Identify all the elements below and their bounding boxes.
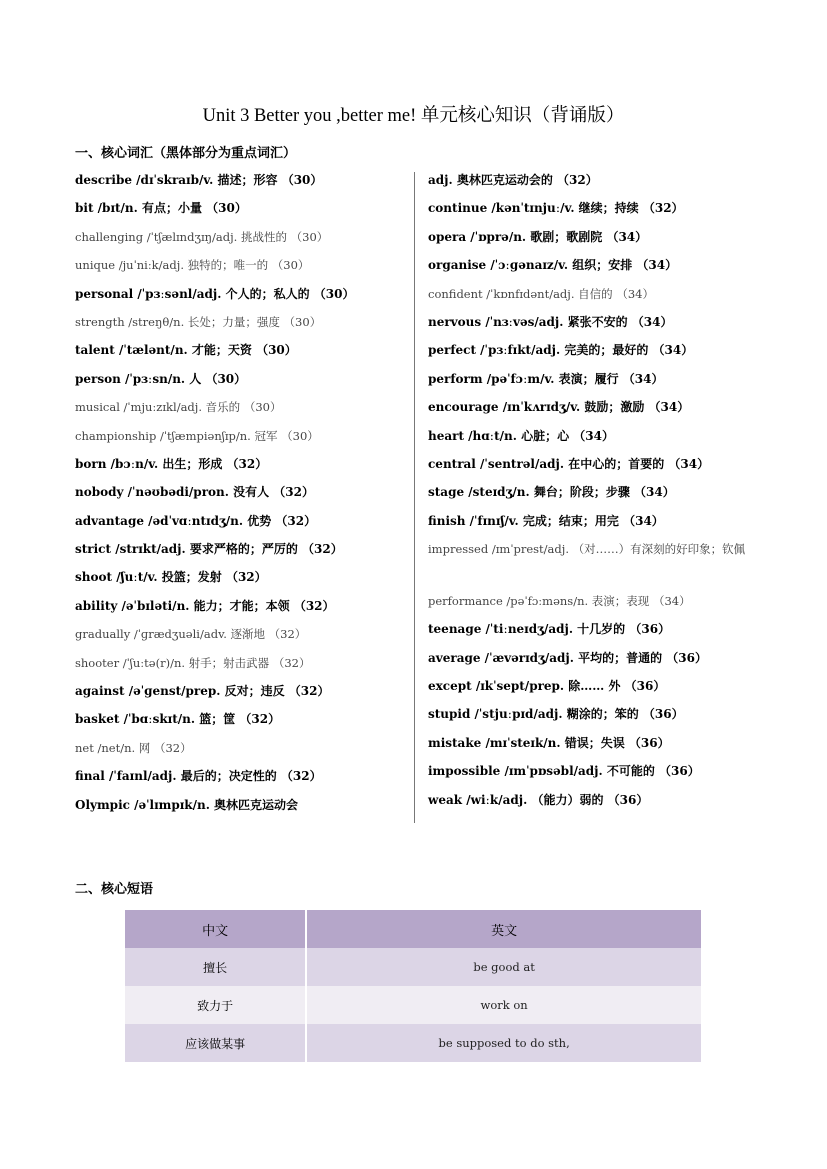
vocab-entry: encourage /ɪnˈkʌrɪdʒ/v. 鼓励；激励 （34） <box>428 400 690 415</box>
vocab-entry: perfect /ˈpɜːfɪkt/adj. 完美的；最好的 （34） <box>428 343 694 358</box>
vocab-entry: advantage /ədˈvɑːntɪdʒ/n. 优势 （32） <box>75 513 317 528</box>
vocab-entry: central /ˈsentrəl/adj. 在中心的；首要的 （34） <box>428 456 710 471</box>
table-row <box>125 948 702 986</box>
vocab-entry: stupid /ˈstjuːpɪd/adj. 糊涂的；笨的 （36） <box>428 707 684 722</box>
phrase-chinese: 致力于 <box>125 986 306 1024</box>
vocab-entry: perform /pəˈfɔːm/v. 表演；履行 （34） <box>428 371 664 386</box>
vocab-entry: describe /dɪˈskraɪb/v. 描述；形容 （30） <box>75 173 323 187</box>
phrase-english: be supposed to do sth, <box>306 1024 702 1062</box>
vocab-entry: born /bɔːn/v. 出生；形成 （32） <box>75 456 268 471</box>
vocab-entry: personal /ˈpɜːsənl/adj. 个人的；私人的 （30） <box>75 286 355 301</box>
page-title: Unit 3 Better you ,better me! 单元核心知识（背诵版） <box>202 106 625 126</box>
vocab-entry: championship /ˈtʃæmpiənʃɪp/n. 冠军 （30） <box>75 428 319 443</box>
vocabulary-column-left <box>75 171 410 824</box>
vocab-entry: person /ˈpɜːsn/n. 人 （30） <box>75 371 247 386</box>
phrase-chinese: 应该做某事 <box>125 1024 306 1062</box>
vocab-entry: basket /ˈbɑːskɪt/n. 篮；筐 （32） <box>75 712 281 727</box>
vocab-entry: except /ɪkˈsept/prep. 除…… 外 （36） <box>428 679 666 694</box>
vocab-entry: average /ˈævərɪdʒ/adj. 平均的；普通的 （36） <box>428 650 707 665</box>
section-heading-phrases: 二、核心短语 <box>75 882 154 897</box>
vocab-entry: net /net/n. 网 （32） <box>75 740 192 755</box>
vocab-entry: weak /wiːk/adj. （能力）弱的 （36） <box>428 792 649 807</box>
phrase-table-header <box>125 910 702 948</box>
vocab-entry: unique /juˈniːk/adj. 独特的；唯一的 （30） <box>75 258 310 273</box>
phrase-english: be good at <box>306 948 702 986</box>
vocab-entry: gradually /ˈɡrædʒuəli/adv. 逐渐地 （32） <box>75 627 307 642</box>
vocab-entry: heart /hɑːt/n. 心脏；心 （34） <box>428 428 614 443</box>
vocab-entry: teenage /ˈtiːneɪdʒ/adj. 十几岁的 （36） <box>428 622 671 637</box>
vocab-entry: strict /strɪkt/adj. 要求严格的；严厉的 （32） <box>75 542 343 557</box>
section-heading-vocabulary: 一、核心词汇（黑体部分为重点词汇） <box>75 146 297 161</box>
vocab-entry: stage /steɪdʒ/n. 舞台；阶段；步骤 （34） <box>428 485 675 500</box>
vocab-entry: adj. 奥林匹克运动会的 （32） <box>428 173 598 187</box>
table-row <box>125 1024 702 1062</box>
vocab-entry: shoot /ʃuːt/v. 投篮；发射 （32） <box>75 570 267 585</box>
vocab-entry: opera /ˈɒprə/n. 歌剧；歌剧院 （34） <box>428 229 648 244</box>
header-chinese: 中文 <box>125 910 306 948</box>
header-english: 英文 <box>306 910 702 948</box>
vocab-entry: strength /streŋθ/n. 长处；力量；强度 （30） <box>75 314 322 329</box>
vocab-entry: finish /ˈfɪnɪʃ/v. 完成；结束；用完 （34） <box>428 513 664 528</box>
vocab-entry: confident /ˈkɒnfɪdənt/adj. 自信的 （34） <box>428 286 654 301</box>
vocab-entry: Olympic /əˈlɪmpɪk/n. 奥林匹克运动会 <box>75 797 299 812</box>
vocab-entry: continue /kənˈtɪnjuː/v. 继续；持续 （32） <box>428 201 684 216</box>
vocab-entry: against /əˈɡenst/prep. 反对；违反 （32） <box>75 684 330 699</box>
vocab-entry: challenging /ˈtʃælɪndʒɪŋ/adj. 挑战性的 （30） <box>75 229 329 244</box>
vocab-entry: shooter /ˈʃuːtə(r)/n. 射手；射击武器 （32） <box>75 655 311 670</box>
phrase-chinese: 擅长 <box>125 948 306 986</box>
vocab-entry: musical /ˈmjuːzɪkl/adj. 音乐的 （30） <box>75 400 282 415</box>
phrase-table <box>125 910 703 1062</box>
vocab-entry: bit /bɪt/n. 有点；小量 （30） <box>75 201 247 216</box>
vocab-entry: impossible /ɪmˈpɒsəbl/adj. 不可能的 （36） <box>428 764 700 779</box>
vocab-entry: nervous /ˈnɜːvəs/adj. 紧张不安的 （34） <box>428 314 673 329</box>
vocab-entry: nobody /ˈnəʊbədi/pron. 没有人 （32） <box>75 485 314 500</box>
vocab-entry: organise /ˈɔːɡənaɪz/v. 组织；安排 （34） <box>428 258 678 273</box>
vocab-entry: talent /ˈtælənt/n. 才能；天资 （30） <box>75 343 297 358</box>
vocab-entry: final /ˈfaɪnl/adj. 最后的；决定性的 （32） <box>75 769 322 784</box>
table-row <box>125 986 702 1024</box>
vocabulary-column-right <box>428 171 768 819</box>
phrase-english: work on <box>306 986 702 1024</box>
vocab-entry: ability /əˈbɪləti/n. 能力；才能；本领 （32） <box>75 598 335 613</box>
vocab-entry: impressed /ɪmˈprest/adj. （对……）有深刻的好印象；钦佩 <box>428 542 746 557</box>
vocab-entry: performance /pəˈfɔːməns/n. 表演；表现 （34） <box>428 593 691 608</box>
column-divider <box>414 172 415 823</box>
vocab-entry: mistake /mɪˈsteɪk/n. 错误；失误 （36） <box>428 735 670 750</box>
